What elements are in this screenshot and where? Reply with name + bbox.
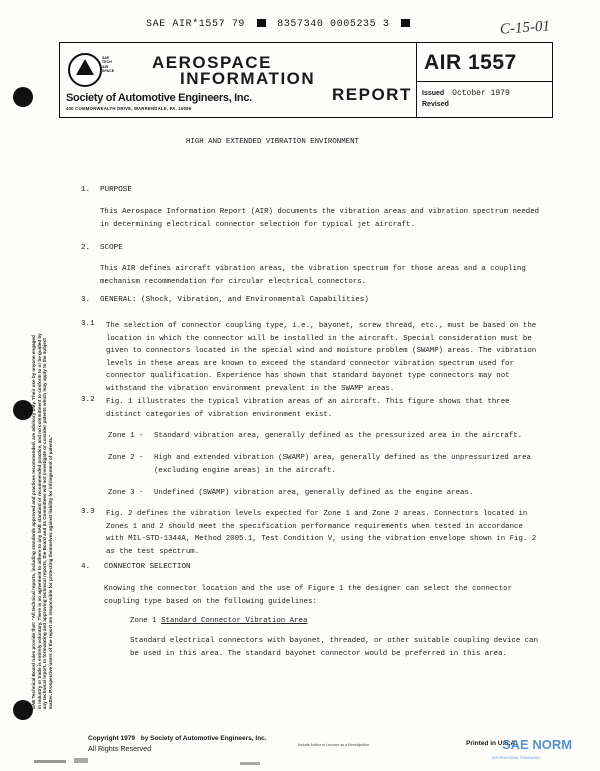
logo-text-line: SAE — [102, 56, 110, 60]
handwritten-date: C-15-01 — [499, 18, 551, 38]
scan-speck — [74, 758, 88, 763]
catalog-line: SAE AIR*1557 79 — [146, 19, 246, 30]
side-notice-line: in industry or trade is entirely voluntary. There is no agreement to adhere to any SAE standard or recommended practice, and no commitment to conform to or be guided by — [36, 333, 42, 710]
section-3-2-body: Fig. 1 illustrates the typical vibration areas of an aircraft. This figure shows that three distinct categories of vibration environment exist. — [106, 398, 510, 419]
side-notice-line: matter. Prospective users of the report are responsible for protecting themselves against liability for infringement of patents." — [47, 434, 53, 710]
section-number: 3.2 — [81, 396, 95, 404]
section-heading-purpose: PURPOSE — [100, 186, 132, 194]
section-number: 3. — [81, 296, 91, 304]
zone-3-label: Zone 3 - — [108, 489, 144, 497]
logo-text-line: TECH — [102, 60, 112, 65]
header-divider — [416, 81, 552, 82]
footer — [88, 735, 573, 771]
barcode-block-icon — [257, 19, 266, 27]
logo-text-line: AIR — [102, 64, 109, 69]
catalog-stamp — [146, 19, 410, 30]
zone-2-label: Zone 2 - — [108, 454, 144, 462]
zone-1-sub-body: Standard electrical connectors with bayonet, threaded, or other suitable coupling device can be used in this area. The standard bayonet connector would be preferred in this area. — [130, 637, 539, 658]
section-3-3-body: Fig. 2 defines the vibration levels expected for Zone 1 and Zone 2 areas. Connectors located in Zones 1 and 2 should meet the specification performance requirements when tested in accordance with MIL-STD-1344A, Method 2005.1, Test Condition V, using the vibration envelope shown in Fig. 2 as the test spectrum. — [106, 510, 537, 556]
issued-date: October 1979 — [452, 89, 510, 98]
issued-label: Issued — [422, 90, 445, 97]
zone-1-sub-heading: Standard Connector Vibration Area — [161, 617, 308, 625]
connector-selection-body: Knowing the connector location and the use of Figure 1 the designer can select the connector coupling type based on the following guidelines: — [104, 585, 513, 606]
doc-number: AIR 1557 — [424, 51, 517, 74]
title-report: REPORT — [332, 85, 412, 104]
section-heading-general: GENERAL: (Shock, Vibration, and Environmental Capabilities) — [100, 296, 369, 304]
zone-1-subheading — [130, 615, 307, 628]
barcode-number: 8357340 0005235 3 — [277, 19, 390, 30]
zone-1-text: Standard vibration area, generally defined as the pressurized area in the aircraft. — [154, 432, 523, 440]
side-legal-notice — [31, 109, 53, 709]
section-number: 1. — [81, 186, 91, 194]
section-3-1-body: The selection of connector coupling type, i.e., bayonet, screw thread, etc., must be based on the location in which the connector will be installed in the aircraft. Special consideration must be given to connectors located in the special wind and moisture problem (SWAMP) areas. The vibration levels in these areas are known to exceed the standard connector vibration spectrum used for connector qualification. Experience has shown that standard bayonet type connectors may not withstand the vibration environment prevalent in the SWAMP areas. — [106, 322, 537, 393]
zone-3-text: Undefined (SWAMP) vibration area, generally defined as the engine areas. — [154, 489, 474, 497]
header-left — [60, 43, 417, 117]
purpose-body: This Aerospace Information Report (AIR) documents the vibration areas and vibration spectrum needed in determining electrical connector selection for typical jet aircraft. — [100, 208, 540, 229]
logo-text — [102, 56, 114, 74]
scan-speck — [240, 762, 260, 765]
section-heading-connector-selection: CONNECTOR SELECTION — [104, 563, 191, 571]
logo-triangle-icon — [76, 59, 94, 75]
title-aerospace: AEROSPACE — [152, 53, 272, 72]
zone-2-text: High and extended vibration (SWAMP) area, generally defined as the unpressurized area (excluding engine areas) in the aircraft. — [154, 454, 531, 475]
watermark: SAE NORM — [502, 737, 573, 752]
rights-reserved: All Rights Reserved — [88, 744, 152, 753]
zone-1-sub-label: Zone 1 — [130, 617, 157, 625]
logo-text-line: SPACE — [102, 69, 115, 74]
punch-hole-top — [13, 87, 33, 107]
header-box — [59, 42, 553, 118]
section-number: 3.3 — [81, 508, 95, 516]
side-notice-line: any technical report. In formulating and approving technical reports, the Board and its Committees will not investigate or consider patents which may apply to the subject — [42, 338, 47, 710]
title-information: INFORMATION — [180, 69, 316, 88]
org-address: 400 COMMONWEALTH DRIVE, WARRENDALE, PA. 15096 — [66, 106, 192, 111]
section-heading-scope: SCOPE — [100, 244, 123, 252]
scope-body: This AIR defines aircraft vibration areas, the vibration spectrum for those areas and a coupling mechanism recommendation for circular electrical connectors. — [100, 265, 526, 286]
section-number: 3.1 — [81, 320, 95, 328]
org-name: Society of Automotive Engineers, Inc. — [66, 92, 252, 104]
copyright-line — [88, 735, 267, 742]
sae-logo — [68, 53, 102, 87]
watermark-sub: INTERNATIONAL STANDARDS — [492, 756, 541, 760]
section-number: 4. — [81, 563, 91, 571]
copyright-year: Copyright 1979 — [88, 735, 135, 742]
footer-small-note: Include Author or Lecturer as a Nonobjection — [298, 743, 370, 747]
doc-title: HIGH AND EXTENDED VIBRATION ENVIRONMENT — [186, 138, 359, 146]
side-notice-line: SAE Technical Board rules provide that: "All technical reports, including standards approved and practices recommended, are advisory only. Their use by anyone engaged — [30, 335, 36, 710]
revised-label: Revised — [422, 101, 449, 108]
issued-row — [422, 89, 510, 98]
scan-speck — [34, 760, 66, 763]
section-number: 2. — [81, 244, 91, 252]
printed-in: Printed in U.S.A. — [466, 740, 517, 747]
copyright-by: by Society of Automotive Engineers, Inc. — [140, 735, 267, 742]
barcode-block-icon — [401, 19, 410, 27]
zone-1-label: Zone 1 - — [108, 432, 144, 440]
